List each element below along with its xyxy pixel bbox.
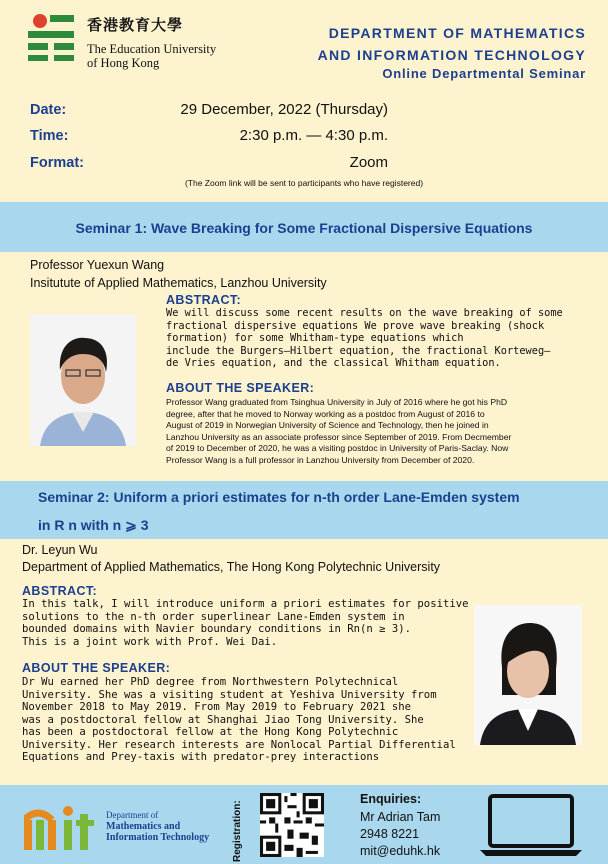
- seminar1-abstract-heading: ABSTRACT:: [166, 293, 242, 307]
- seminar2-institute: Department of Applied Mathematics, The Hong Kong Polytechnic University: [22, 560, 441, 574]
- about-line: Professor Wang graduated from Tsinghua University in July of 2016 where he got his PhD: [166, 397, 508, 407]
- seminar2-speaker: Dr. Leyun Wu: [22, 543, 98, 557]
- seminar2-title: [38, 483, 598, 539]
- format-label: Format:: [30, 155, 84, 171]
- mit-dept-line-3: Information Technology: [106, 832, 210, 843]
- abstract-line: This is a joint work with Prof. Wei Dai.: [22, 635, 278, 648]
- about-line: was a postdoctoral fellow at Shanghai Jiao Tong University. She: [22, 713, 424, 726]
- seminar2-abstract-heading: ABSTRACT:: [22, 584, 98, 598]
- about-line: November 2018 to May 2019. From May 2019 to February 2021 she: [22, 701, 412, 713]
- speaker1-photo: [30, 314, 136, 446]
- date-value: 29 December, 2022 (Thursday): [180, 101, 388, 118]
- about-line: Lanzhou University as an associate professor since September of 2019. From Decmember: [166, 431, 512, 442]
- laptop-icon: [476, 792, 586, 858]
- speaker2-photo: [474, 605, 582, 745]
- seminar1-speaker: Professor Yuexun Wang: [30, 258, 165, 272]
- about-line: Professor Wang is a full professor in Lanzhou University from December of 2020.: [166, 454, 475, 465]
- seminar2-about: [22, 676, 456, 764]
- seminar2-about-heading: ABOUT THE SPEAKER:: [22, 661, 171, 675]
- seminar1-about: [166, 397, 511, 467]
- enquiries-heading: Enquiries:: [360, 792, 422, 806]
- seminar1-about-heading: ABOUT THE SPEAKER:: [166, 381, 315, 395]
- seminar2-title-line-1: Seminar 2: Uniform a priori estimates for n-th order Lane-Emden system: [38, 489, 520, 505]
- abstract-line: include the Burgers–Hilbert equation, the fractional Korteweg–: [166, 344, 551, 357]
- seminar1-abstract: [166, 307, 563, 370]
- seminar2-title-line-2: in R n with n ⩾ 3: [38, 517, 149, 533]
- contact-email[interactable]: mit@eduhk.hk: [360, 844, 441, 858]
- format-value: Zoom: [349, 154, 388, 171]
- about-line: has been a postdoctoral fellow at the Hong Kong Polytechnic: [22, 726, 399, 738]
- mit-dept-line-2: Mathematics and: [106, 821, 181, 832]
- abstract-line: bounded domains with Navier boundary conditions in Rn(n ≥ 3).: [22, 623, 412, 635]
- abstract-line: solutions to the n-th order superlinear Lane-Emden system in: [22, 610, 405, 623]
- abstract-line: We will discuss some recent results on the wave breaking of some: [166, 307, 563, 319]
- about-line: of 2019 to December of 2020, he was a visiting postdoc in University of Paris-Saclay. Now: [166, 443, 509, 454]
- abstract-line: In this talk, I will introduce uniform a priori estimates for positive: [22, 598, 469, 610]
- about-line: August of 2019 in Norwegian University of Science and Technology, then he joined in: [166, 420, 489, 431]
- seminar-type: Online Departmental Seminar: [382, 66, 586, 81]
- mit-department-name: [106, 810, 209, 843]
- about-line: University. She was a visiting student at Yeshiva University from: [22, 688, 437, 701]
- qr-code-icon[interactable]: [260, 793, 324, 857]
- registration-label: Registration:: [232, 800, 243, 862]
- about-line: Dr Wu earned her PhD degree from Northwestern Polytechnical: [22, 676, 399, 688]
- seminar2-abstract: [22, 598, 468, 648]
- mit-logo-icon: [24, 802, 104, 852]
- seminar1-title: Seminar 1: Wave Breaking for Some Fractional Dispersive Equations: [75, 220, 533, 236]
- abstract-line: de Vries equation, and the classical Whitham equation.: [166, 357, 501, 369]
- department-name: [286, 22, 586, 66]
- university-name-chinese: 香港教育大學: [87, 16, 184, 34]
- zoom-note: (The Zoom link will be sent to participants who have registered): [184, 178, 424, 188]
- seminar1-institute: Insitutute of Applied Mathematics, Lanzhou University: [30, 276, 327, 290]
- time-value: 2:30 p.m. — 4:30 p.m.: [239, 127, 388, 144]
- abstract-line: fractional dispersive equations We prove wave breaking (shock: [166, 319, 545, 332]
- time-label: Time:: [30, 128, 69, 144]
- university-name-line-1: The Education University: [87, 42, 217, 56]
- eduhk-logo-icon: [26, 12, 76, 62]
- contact-name: Mr Adrian Tam: [360, 810, 441, 824]
- contact-phone: 2948 8221: [360, 827, 420, 841]
- university-name-english: [87, 42, 237, 70]
- about-line: University. Her research interests are Nonlocal Partial Differential: [22, 738, 456, 751]
- university-name-line-2: of Hong Kong: [87, 56, 160, 70]
- department-line-2: AND INFORMATION TECHNOLOGY: [317, 47, 586, 63]
- date-label: Date:: [30, 102, 67, 118]
- about-line: Equations and Prey-taxis with predator-prey interactions: [22, 751, 380, 763]
- abstract-line: formation) for some Whitham-type equations which: [166, 332, 464, 344]
- about-line: degree, after that he moved to Norway working as a postdoc from August of 2016 to: [166, 408, 485, 419]
- mit-dept-line-1: Department of: [106, 810, 159, 820]
- department-line-1: DEPARTMENT OF MATHEMATICS: [328, 25, 586, 41]
